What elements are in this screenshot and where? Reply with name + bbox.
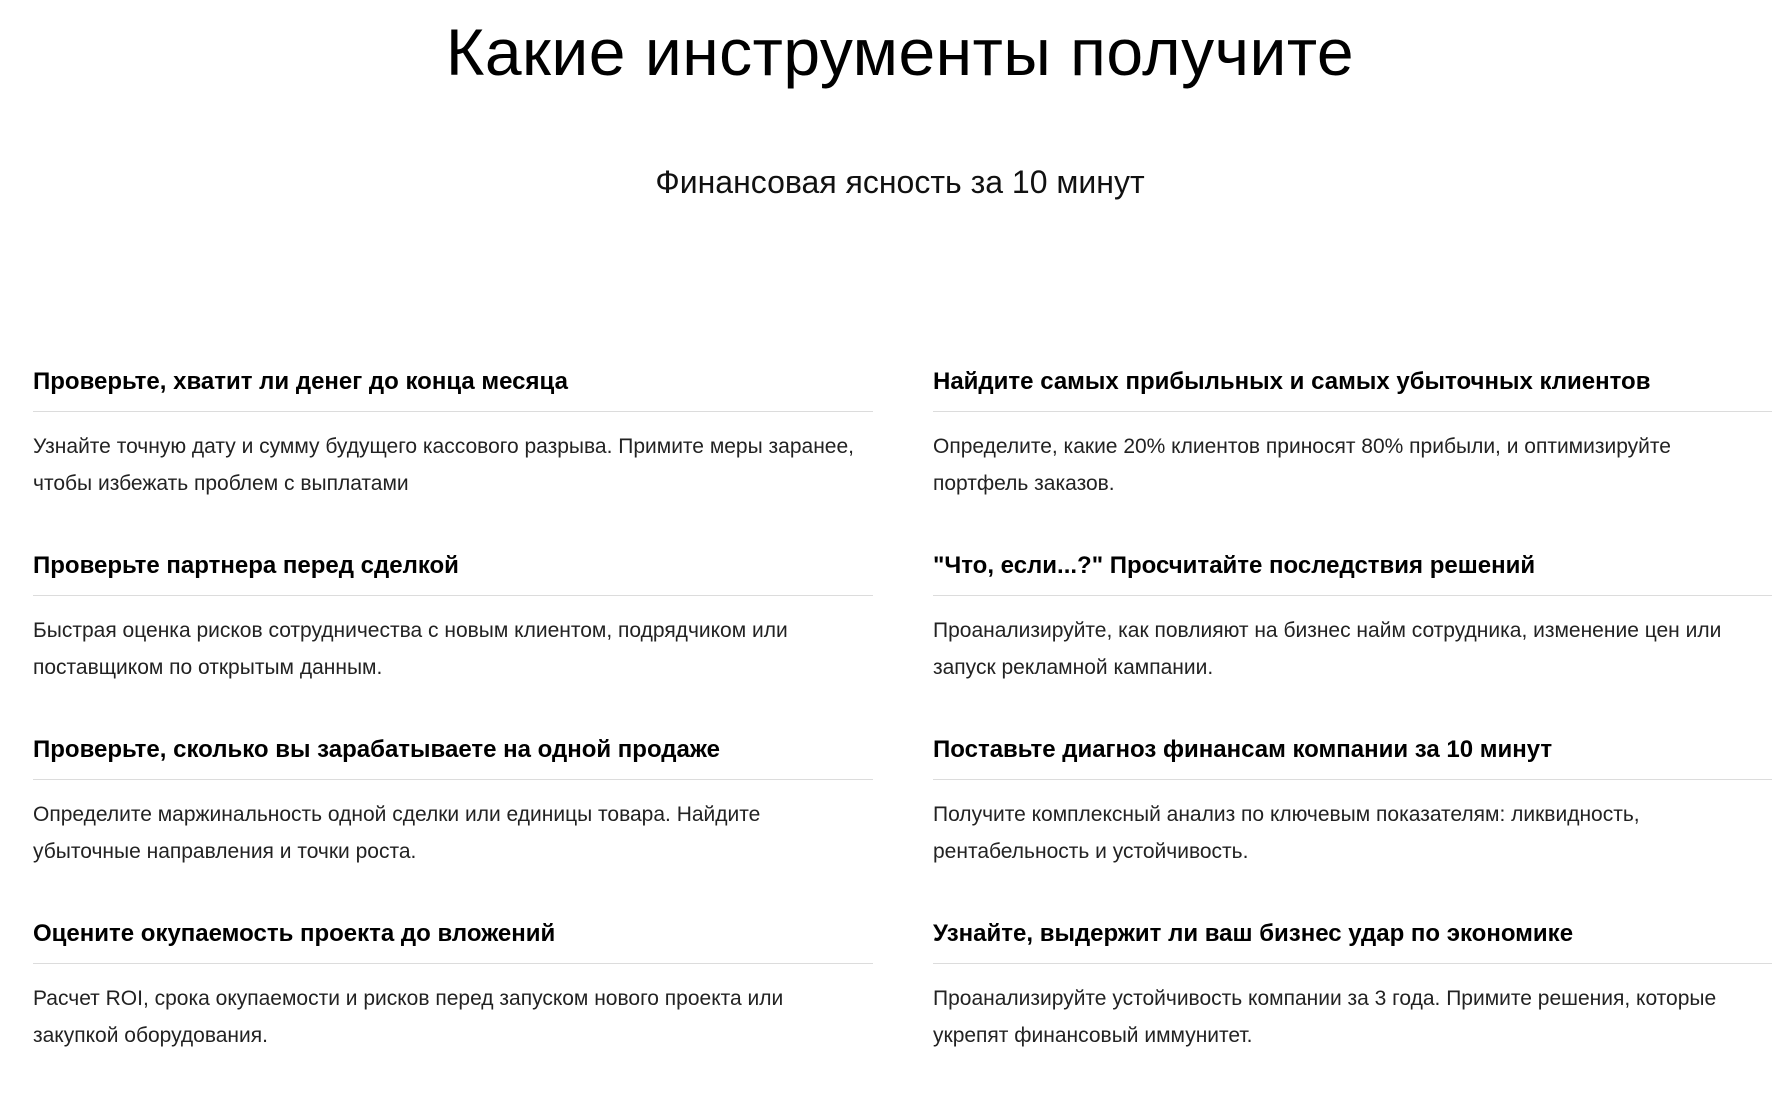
feature-divider [933, 411, 1772, 412]
feature-divider [933, 595, 1772, 596]
feature-card-unit-margin [33, 729, 873, 913]
feature-divider [33, 963, 873, 964]
page-title: Какие инструменты получите [445, 15, 1355, 89]
feature-description: Определите маржинальность одной сделки или единицы товара. Найдите убыточные направления и точки роста. [33, 803, 761, 863]
feature-description: Расчет ROI, срока окупаемости и рисков перед запуском нового проекта или закупкой оборудования. [33, 987, 784, 1047]
feature-title: Проверьте, сколько вы зарабатываете на одной продаже [33, 736, 720, 763]
feature-title: Поставьте диагноз финансам компании за 10 минут [933, 736, 1553, 763]
feature-divider [933, 779, 1772, 780]
feature-description: Быстрая оценка рисков сотрудничества с новым клиентом, подрядчиком или поставщиком по открытым данным. [33, 619, 788, 679]
feature-title: Узнайте, выдержит ли ваш бизнес удар по экономике [933, 920, 1574, 947]
feature-title: Найдите самых прибыльных и самых убыточных клиентов [933, 368, 1651, 395]
feature-divider [33, 595, 873, 596]
feature-description: Проанализируйте, как повлияют на бизнес найм сотрудника, изменение цен или запуск рекламной кампании. [933, 619, 1722, 679]
feature-divider [33, 411, 873, 412]
feature-title: Проверьте партнера перед сделкой [33, 552, 459, 579]
feature-title: "Что, если...?" Просчитайте последствия решений [933, 552, 1536, 579]
feature-title: Оцените окупаемость проекта до вложений [33, 920, 556, 947]
feature-divider [33, 779, 873, 780]
feature-description: Определите, какие 20% клиентов приносят 80% прибыли, и оптимизируйте портфель заказов. [933, 435, 1671, 495]
feature-card-project-roi [33, 913, 873, 1094]
feature-card-client-profitability [933, 361, 1772, 545]
feature-card-what-if [933, 545, 1772, 729]
feature-description: Получите комплексный анализ по ключевым показателям: ликвидность, рентабельность и устойчивость. [933, 803, 1640, 863]
feature-description: Узнайте точную дату и сумму будущего кассового разрыва. Примите меры заранее, чтобы избежать проблем с выплатами [33, 435, 854, 495]
feature-card-finance-diagnosis [933, 729, 1772, 913]
feature-description: Проанализируйте устойчивость компании за 3 года. Примите решения, которые укрепят финансовый иммунитет. [933, 987, 1717, 1047]
feature-card-cash-gap [33, 361, 873, 545]
feature-card-stress-test [933, 913, 1772, 1094]
page-subtitle: Финансовая ясность за 10 минут [655, 164, 1145, 200]
features-grid [33, 361, 1772, 1094]
feature-title: Проверьте, хватит ли денег до конца месяца [33, 368, 568, 395]
feature-divider [933, 963, 1772, 964]
feature-card-partner-check [33, 545, 873, 729]
